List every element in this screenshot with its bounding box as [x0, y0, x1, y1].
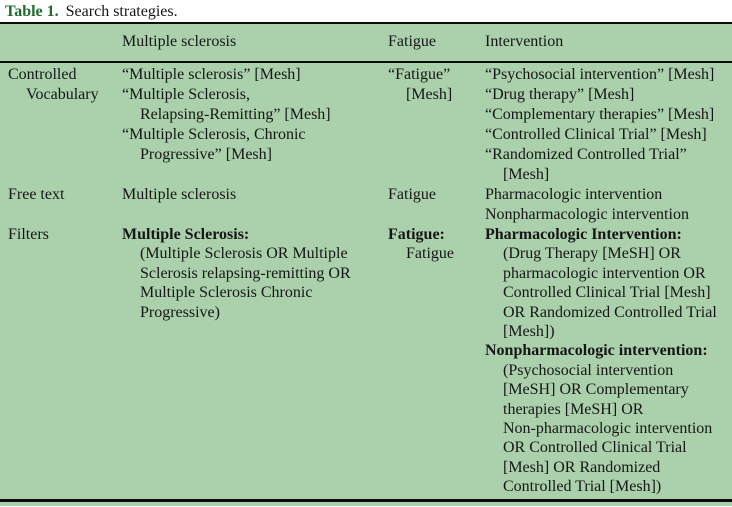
text-line: “Psychosocial intervention” [Mesh]	[485, 66, 715, 83]
text-line: [Mesh])	[503, 323, 555, 341]
header-cell-multiple-sclerosis: Multiple sclerosis	[122, 33, 237, 50]
text-line: Fatigue:	[388, 226, 445, 243]
text-line: Relapsing-Remitting” [Mesh]	[140, 106, 331, 123]
text-line: “Multiple Sclerosis, Chronic	[122, 126, 306, 143]
row-label-cell	[8, 65, 122, 185]
text-line: Progressive)	[140, 303, 220, 321]
cell-intervention	[485, 225, 730, 497]
cell-fatigue	[388, 65, 485, 185]
table-caption-number: Table 1.	[5, 3, 59, 20]
text-line: Filters	[8, 226, 49, 243]
text-line: pharmacologic intervention OR	[503, 264, 706, 282]
text-line: “Multiple Sclerosis,	[122, 86, 250, 103]
text-line: Controlled Clinical Trial [Mesh]	[503, 284, 711, 302]
table-row	[0, 225, 732, 497]
cell-multiple-sclerosis	[122, 225, 388, 497]
text-line: “Controlled Clinical Trial” [Mesh]	[485, 126, 707, 143]
cell-intervention	[485, 185, 730, 225]
table-caption	[0, 0, 732, 22]
text-line: OR Controlled Clinical Trial	[503, 439, 687, 457]
text-line: [Mesh]	[503, 166, 550, 183]
text-line: Free text	[8, 186, 65, 203]
row-label-cell	[8, 225, 122, 497]
header-cell-fatigue: Fatigue	[388, 33, 436, 50]
text-line: “Fatigue”	[388, 66, 451, 83]
text-line: Nonpharmacologic intervention	[485, 206, 689, 223]
row-label-cell	[8, 185, 122, 225]
text-line: “Multiple sclerosis” [Mesh]	[122, 66, 301, 83]
text-line: Fatigue	[406, 245, 454, 263]
cell-intervention	[485, 65, 730, 185]
table-body	[0, 63, 732, 499]
text-line: Multiple sclerosis	[122, 186, 237, 203]
text-line: Controlled	[8, 66, 77, 83]
table-header-row	[0, 24, 732, 61]
text-line: [Mesh] OR Randomized	[503, 458, 661, 476]
cell-multiple-sclerosis	[122, 185, 388, 225]
text-line: Vocabulary	[26, 86, 99, 103]
text-line: Nonpharmacologic intervention:	[485, 342, 708, 360]
text-line: “Drug therapy” [Mesh]	[485, 86, 635, 103]
text-line: OR Randomized Controlled Trial	[503, 303, 717, 321]
header-cell-intervention: Intervention	[485, 33, 564, 50]
table-row	[0, 185, 732, 225]
text-line: (Drug Therapy [MeSH] OR	[503, 245, 681, 263]
text-line: Multiple Sclerosis Chronic	[140, 284, 313, 302]
cell-fatigue	[388, 185, 485, 225]
text-line: therapies [MeSH] OR	[503, 400, 644, 418]
text-line: Multiple Sclerosis:	[122, 226, 250, 243]
text-line: (Psychosocial intervention	[503, 361, 674, 379]
text-line: Controlled Trial [Mesh])	[503, 478, 662, 496]
text-line: Sclerosis relapsing-remitting OR	[140, 264, 351, 282]
table-caption-text: Search strategies.	[65, 3, 178, 20]
text-line: Pharmacologic Intervention:	[485, 226, 682, 243]
table-bottom-rule	[0, 499, 732, 502]
text-line: Non-pharmacologic intervention	[503, 420, 713, 438]
text-line: “Randomized Controlled Trial”	[485, 146, 687, 163]
text-line: Pharmacologic intervention	[485, 186, 663, 203]
text-line: Progressive” [Mesh]	[140, 146, 272, 163]
text-line: [MeSH] OR Complementary	[503, 381, 689, 399]
cell-multiple-sclerosis	[122, 65, 388, 185]
text-line: Fatigue	[388, 186, 436, 203]
text-line: [Mesh]	[406, 86, 453, 103]
search-strategies-table	[0, 22, 732, 506]
text-line: “Complementary therapies” [Mesh]	[485, 106, 715, 123]
cell-fatigue	[388, 225, 485, 497]
header-cell-empty	[8, 32, 122, 52]
table-row	[0, 65, 732, 185]
text-line: (Multiple Sclerosis OR Multiple	[140, 245, 348, 263]
